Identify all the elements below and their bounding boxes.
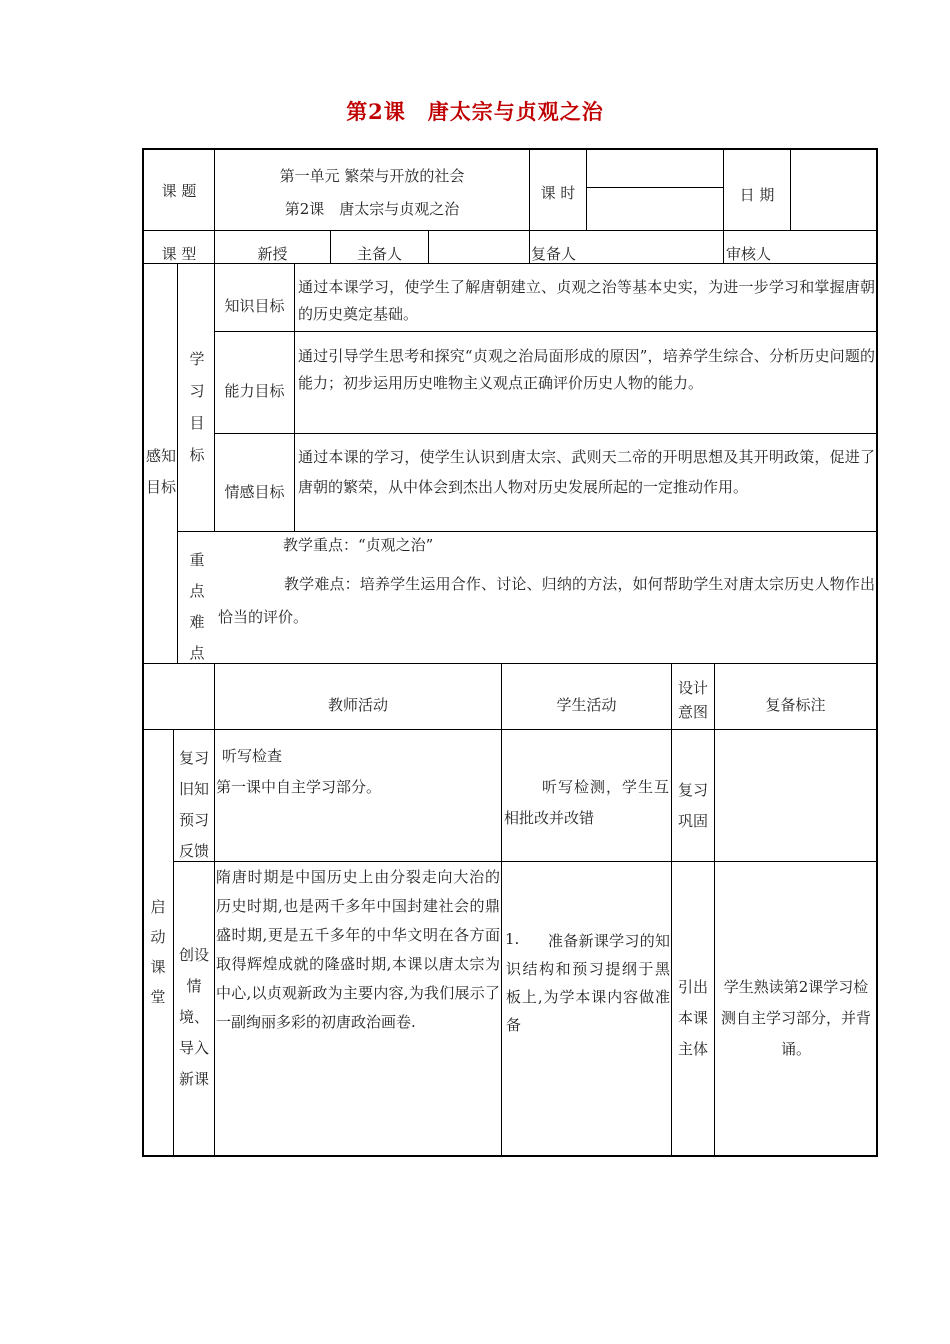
row-label-intro: 创设情境、导入新课 (178, 946, 209, 1088)
cohost-label: 复备人 (531, 245, 577, 263)
knowledge-text: 通过本课学习，使学生了解唐朝建立、贞观之治等基本史实，为进一步学习和掌握唐朝的历史奠定基础。 (298, 278, 875, 323)
design-intro: 引出本课主体 (677, 978, 708, 1058)
teacher-text-intro: 隋唐时期是中国历史上由分裂走向大治的历史时期,也是两千多年中国封建社会的鼎盛时期,更是五千多年的中华文明在各方面取得辉煌成就的隆盛时期,本课以唐太宗为中心,以贞观新政为主要内容,为我们展示了一副绚丽多彩的初唐政治画卷. (216, 868, 500, 1031)
key-point-text: 教学重点：“贞观之治” (283, 536, 434, 554)
emotion-label: 情感目标 (224, 483, 285, 501)
difficulty-text: 教学难点：培养学生运用合作、讨论、归纳的方法，如何帮助学生对唐太宗历史人物作出恰当的评价。 (218, 575, 875, 626)
topic-label: 课 题 (161, 182, 197, 200)
section-label-activities: 启动课堂 (150, 898, 166, 1006)
notes-intro: 学生熟读第2课学习检测自主学习部分，并背诵。 (720, 978, 871, 1058)
student-text-review: 听写检测，学生互相批改并改错 (504, 778, 669, 827)
study-goals-label: 学习目标 (189, 350, 205, 464)
teacher-text-review: 第一课中自主学习部分。 (216, 778, 382, 796)
section-label-objectives: 感知目标 (146, 447, 177, 496)
ability-text: 通过引导学生思考和探究“贞观之治局面形成的原因”，培养学生综合、分析历史问题的能力；初步运用历史唯物主义观点正确评价历史人物的能力。 (298, 347, 875, 392)
date-label: 日 期 (739, 186, 775, 204)
document-title: 第2课 唐太宗与贞观之治 (346, 99, 604, 124)
teacher-activity-header: 教师活动 (327, 696, 388, 714)
host-label: 主备人 (356, 245, 402, 263)
topic-line-2: 第2课 唐太宗与贞观之治 (284, 200, 460, 218)
student-activity-header: 学生活动 (556, 696, 617, 714)
row-label-review: 复习旧知预习反馈 (178, 749, 209, 860)
knowledge-label: 知识目标 (224, 297, 285, 315)
student-num-intro: 1. (505, 930, 520, 948)
design-review: 复习巩固 (677, 781, 708, 830)
ability-label: 能力目标 (224, 382, 285, 400)
teacher-title-review: 听写检查 (222, 747, 283, 765)
emotion-text: 通过本课的学习，使学生认识到唐太宗、武则天二帝的开明思想及其开明政策，促进了唐朝的繁荣，从中体会到杰出人物对历史发展所起的一定推动作用。 (298, 448, 875, 496)
type-value: 新授 (257, 245, 288, 263)
key-points-label: 重点难点 (189, 551, 205, 662)
reviewer-label: 审核人 (726, 245, 772, 263)
design-intent-header: 设计意图 (677, 679, 708, 721)
hours-label: 课 时 (540, 184, 576, 202)
type-label: 课 型 (161, 245, 197, 263)
notes-header: 复备标注 (765, 696, 826, 714)
student-text-intro: 准备新课学习的知识结构和预习提纲于黑板上,为学本课内容做准备 (506, 932, 670, 1034)
topic-line-1: 第一单元 繁荣与开放的社会 (279, 167, 465, 185)
